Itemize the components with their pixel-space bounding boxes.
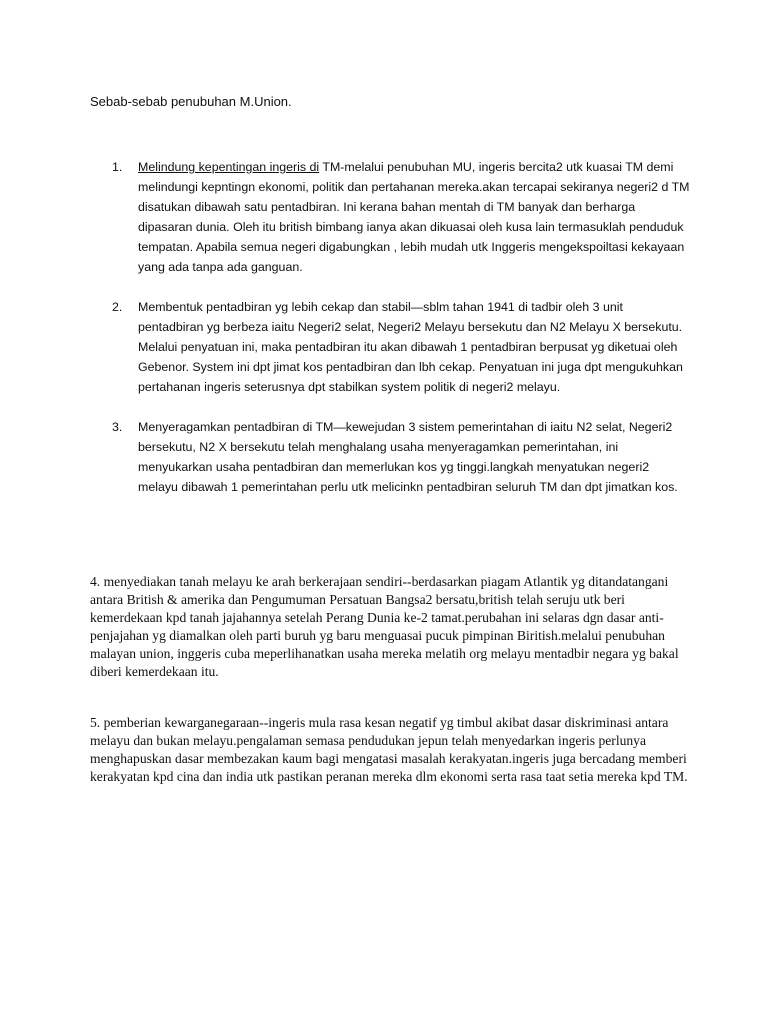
list-item-text: TM-melalui penubuhan MU, ingeris bercita2 utk kuasai TM demi melindungi kepntingn ekonomi, politik dan pertahanan mereka.akan tercapai sekiranya negeri2 d TM disatukan dibawah satu pentadbiran. Ini kerana bahan mentah di TM banyak dan berharga dipasaran dunia. Oleh itu british bimbang ianya akan dikuasai oleh kusa lain termasuklah penduduk tempatan. Apabila semua negeri digabungkan , lebih mudah utk Inggeris mengekspoiltasi kekayaan yang ada tanpa ada ganguan. [138, 160, 690, 274]
list-item [90, 157, 690, 277]
list-item [90, 417, 690, 497]
list-item [90, 297, 690, 397]
list-item-text: Menyeragamkan pentadbiran di TM—kewejudan 3 sistem pemerintahan di iaitu N2 selat, Negeri2 bersekutu, N2 X bersekutu telah menghalang usaha menyeragamkan pemerintahan, ini menyukarkan usaha pentadbiran dan memerlukan kos yg tinggi.langkah menyatukan negeri2 melayu dibawah 1 pemerintahan perlu utk melicinkn pentadbiran seluruh TM dan dpt jimatkan kos. [138, 420, 678, 494]
numbered-list [90, 157, 690, 517]
list-item-number: 3. [112, 420, 123, 434]
list-item-number: 2. [112, 300, 123, 314]
list-item-text: Membentuk pentadbiran yg lebih cekap dan stabil—sblm tahan 1941 di tadbir oleh 3 unit pentadbiran yg berbeza iaitu Negeri2 selat, Negeri2 Melayu bersekutu dan N2 Melayu X bersekutu. Melalui penyatuan ini, maka pentadbiran itu akan dibawah 1 pentadbiran berpusat yg diketuai oleh Gebenor. System ini dpt jimat kos pentadbiran dan lbh cekap. Penyatuan ini juga dpt mengukuhkan pertahanan ingeris seterusnya dpt stabilkan system politik di negeri2 melayu. [138, 300, 683, 394]
list-item-number: 1. [112, 160, 123, 174]
paragraph-5: 5. pemberian kewarganegaraan--ingeris mula rasa kesan negatif yg timbul akibat dasar diskriminasi antara melayu dan bukan melayu.pengalaman semasa pendudukan jepun telah menyedarkan ingeris perlunya menghapuskan dasar membezakan kaum bagi mengatasi masalah kerakyatan.ingeris juga bercadang memberi kerakyatan kpd cina dan india utk pastikan peranan mereka dlm ekonomi serta rasa taat setia mereka kpd TM. [90, 715, 688, 784]
underlined-lead-text: Melindung kepentingan ingeris di [138, 160, 320, 174]
document-title: Sebab-sebab penubuhan M.Union. [90, 94, 292, 109]
paragraph-4: 4. menyediakan tanah melayu ke arah berkerajaan sendiri--berdasarkan piagam Atlantik yg ditandatangani antara British & amerika dan Pengumuman Persatuan Bangsa2 bersatu,british telah seruju utk beri kemerdekaan kpd tanah jajahannya setelah Perang Dunia ke-2 tamat.perubahan ini selaras dgn dasar anti-penjajahan yg diamalkan oleh parti buruh yg baru menguasai pucuk pimpinan Biritish.melalui penubuhan malayan union, inggeris cuba meperlihanatkan usaha mereka melatih org melayu mentadbir negara yg bakal diberi kemerdekaan itu. [90, 574, 679, 679]
